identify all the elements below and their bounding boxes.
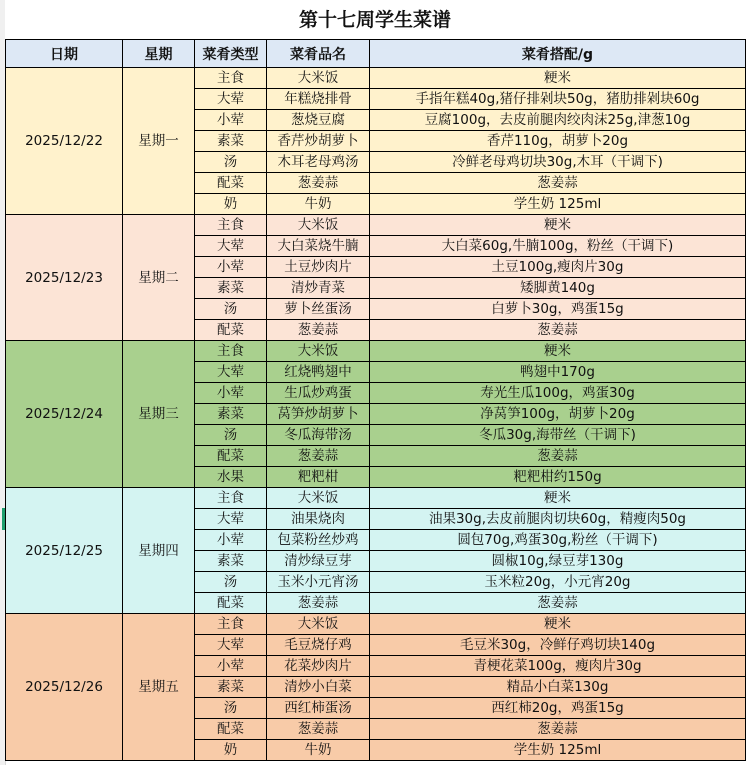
ingredients-cell[interactable]: 圆椒10g,绿豆芽130g	[370, 551, 746, 572]
ingredients-cell[interactable]: 矮脚黄140g	[370, 278, 746, 299]
dish-name-cell[interactable]: 葱姜蒜	[267, 719, 370, 740]
ingredients-cell[interactable]: 学生奶 125ml	[370, 740, 746, 761]
ingredients-cell[interactable]: 西红柿20g，鸡蛋15g	[370, 698, 746, 719]
dish-name-cell[interactable]: 红烧鸭翅中	[267, 362, 370, 383]
dish-type-cell[interactable]: 配菜	[195, 446, 267, 467]
ingredients-cell[interactable]: 毛豆米30g，冷鲜仔鸡切块140g	[370, 635, 746, 656]
dish-type-cell[interactable]: 主食	[195, 68, 267, 89]
dish-type-cell[interactable]: 素菜	[195, 404, 267, 425]
dish-type-cell[interactable]: 配菜	[195, 719, 267, 740]
table-row	[6, 488, 746, 509]
ingredients-cell[interactable]: 土豆100g,瘦肉片30g	[370, 257, 746, 278]
dish-name-cell[interactable]: 大米饭	[267, 488, 370, 509]
dish-type-cell[interactable]: 主食	[195, 614, 267, 635]
dish-name-cell[interactable]: 花菜炒肉片	[267, 656, 370, 677]
dish-name-cell[interactable]: 土豆炒肉片	[267, 257, 370, 278]
dish-type-cell[interactable]: 配菜	[195, 320, 267, 341]
ingredients-cell[interactable]: 葱姜蒜	[370, 173, 746, 194]
ingredients-cell[interactable]: 青梗花菜100g，瘦肉片30g	[370, 656, 746, 677]
dish-type-cell[interactable]: 配菜	[195, 593, 267, 614]
dish-name-cell[interactable]: 毛豆烧仔鸡	[267, 635, 370, 656]
weekly-menu-table	[5, 39, 746, 761]
dish-name-cell[interactable]: 清炒小白菜	[267, 677, 370, 698]
ingredients-cell[interactable]: 豆腐100g，去皮前腿肉绞肉沫25g,津葱10g	[370, 110, 746, 131]
dish-type-cell[interactable]: 汤	[195, 152, 267, 173]
dish-name-cell[interactable]: 萝卜丝蛋汤	[267, 299, 370, 320]
dish-type-cell[interactable]: 素菜	[195, 677, 267, 698]
dish-type-cell[interactable]: 奶	[195, 194, 267, 215]
page-title: 第十七周学生菜谱	[5, 0, 745, 39]
dish-name-cell[interactable]: 大米饭	[267, 614, 370, 635]
dish-type-cell[interactable]: 汤	[195, 572, 267, 593]
dish-name-cell[interactable]: 玉米小元宵汤	[267, 572, 370, 593]
dish-type-cell[interactable]: 配菜	[195, 173, 267, 194]
ingredients-cell[interactable]: 精品小白菜130g	[370, 677, 746, 698]
dish-name-cell[interactable]: 包菜粉丝炒鸡	[267, 530, 370, 551]
dish-name-cell[interactable]: 西红柿蛋汤	[267, 698, 370, 719]
dish-type-cell[interactable]: 大荤	[195, 236, 267, 257]
dish-name-cell[interactable]: 大米饭	[267, 215, 370, 236]
table-row	[6, 215, 746, 236]
ingredients-cell[interactable]: 鸭翅中170g	[370, 362, 746, 383]
ingredients-cell[interactable]: 葱姜蒜	[370, 719, 746, 740]
table-row	[6, 68, 746, 89]
ingredients-cell[interactable]: 学生奶 125ml	[370, 194, 746, 215]
ingredients-cell[interactable]: 粳米	[370, 341, 746, 362]
ingredients-cell[interactable]: 粳米	[370, 215, 746, 236]
column-header-dish-type[interactable]: 菜肴类型	[195, 40, 267, 68]
dish-type-cell[interactable]: 大荤	[195, 89, 267, 110]
date-cell[interactable]: 2025/12/24	[6, 341, 123, 488]
dish-type-cell[interactable]: 主食	[195, 341, 267, 362]
dish-name-cell[interactable]: 年糕烧排骨	[267, 89, 370, 110]
weekday-cell[interactable]: 星期五	[123, 614, 195, 761]
dish-name-cell[interactable]: 牛奶	[267, 740, 370, 761]
dish-type-cell[interactable]: 大荤	[195, 509, 267, 530]
dish-type-cell[interactable]: 素菜	[195, 278, 267, 299]
dish-type-cell[interactable]: 素菜	[195, 131, 267, 152]
dish-name-cell[interactable]: 油果烧肉	[267, 509, 370, 530]
weekday-cell[interactable]: 星期四	[123, 488, 195, 614]
column-header-ingredients[interactable]: 菜肴搭配/g	[370, 40, 746, 68]
dish-type-cell[interactable]: 汤	[195, 425, 267, 446]
ingredients-cell[interactable]: 香芹110g，胡萝卜20g	[370, 131, 746, 152]
ingredients-cell[interactable]: 葱姜蒜	[370, 446, 746, 467]
ingredients-cell[interactable]: 葱姜蒜	[370, 593, 746, 614]
dish-name-cell[interactable]: 葱烧豆腐	[267, 110, 370, 131]
dish-name-cell[interactable]: 香芹炒胡萝卜	[267, 131, 370, 152]
table-row	[6, 341, 746, 362]
dish-name-cell[interactable]: 清炒绿豆芽	[267, 551, 370, 572]
ingredients-cell[interactable]: 白萝卜30g，鸡蛋15g	[370, 299, 746, 320]
dish-name-cell[interactable]: 葱姜蒜	[267, 320, 370, 341]
ingredients-cell[interactable]: 冬瓜30g,海带丝（干调下)	[370, 425, 746, 446]
ingredients-cell[interactable]: 粳米	[370, 488, 746, 509]
dish-name-cell[interactable]: 清炒青菜	[267, 278, 370, 299]
dish-type-cell[interactable]: 小荤	[195, 383, 267, 404]
weekday-cell[interactable]: 星期二	[123, 215, 195, 341]
column-header-dish-name[interactable]: 菜肴品名	[267, 40, 370, 68]
weekday-cell[interactable]: 星期三	[123, 341, 195, 488]
dish-name-cell[interactable]: 大米饭	[267, 68, 370, 89]
dish-name-cell[interactable]: 冬瓜海带汤	[267, 425, 370, 446]
dish-type-cell[interactable]: 小荤	[195, 110, 267, 131]
header-row	[6, 40, 746, 68]
dish-type-cell[interactable]: 小荤	[195, 656, 267, 677]
dish-type-cell[interactable]: 主食	[195, 488, 267, 509]
ingredients-cell[interactable]: 葱姜蒜	[370, 320, 746, 341]
dish-type-cell[interactable]: 水果	[195, 467, 267, 488]
date-cell[interactable]: 2025/12/23	[6, 215, 123, 341]
dish-type-cell[interactable]: 主食	[195, 215, 267, 236]
ingredients-cell[interactable]: 净莴笋100g，胡萝卜20g	[370, 404, 746, 425]
dish-name-cell[interactable]: 莴笋炒胡萝卜	[267, 404, 370, 425]
dish-type-cell[interactable]: 小荤	[195, 257, 267, 278]
ingredients-cell[interactable]: 粳米	[370, 68, 746, 89]
dish-type-cell[interactable]: 奶	[195, 740, 267, 761]
table-row	[6, 614, 746, 635]
ingredients-cell[interactable]: 玉米粒20g，小元宵20g	[370, 572, 746, 593]
dish-name-cell[interactable]: 粑粑柑	[267, 467, 370, 488]
ingredients-cell[interactable]: 油果30g,去皮前腿肉切块60g，精瘦肉50g	[370, 509, 746, 530]
dish-name-cell[interactable]: 大白菜烧牛腩	[267, 236, 370, 257]
date-cell[interactable]: 2025/12/26	[6, 614, 123, 761]
dish-type-cell[interactable]: 小荤	[195, 530, 267, 551]
column-header-weekday[interactable]: 星期	[123, 40, 195, 68]
menu-body	[6, 68, 746, 761]
dish-name-cell[interactable]: 生瓜炒鸡蛋	[267, 383, 370, 404]
ingredients-cell[interactable]: 粑粑柑约150g	[370, 467, 746, 488]
column-header-date[interactable]: 日期	[6, 40, 123, 68]
dish-name-cell[interactable]: 木耳老母鸡汤	[267, 152, 370, 173]
dish-name-cell[interactable]: 葱姜蒜	[267, 173, 370, 194]
dish-type-cell[interactable]: 汤	[195, 698, 267, 719]
dish-name-cell[interactable]: 葱姜蒜	[267, 593, 370, 614]
date-cell[interactable]: 2025/12/22	[6, 68, 123, 215]
dish-name-cell[interactable]: 牛奶	[267, 194, 370, 215]
dish-name-cell[interactable]: 大米饭	[267, 341, 370, 362]
ingredients-cell[interactable]: 粳米	[370, 614, 746, 635]
weekday-cell[interactable]: 星期一	[123, 68, 195, 215]
date-cell[interactable]: 2025/12/25	[6, 488, 123, 614]
dish-name-cell[interactable]: 葱姜蒜	[267, 446, 370, 467]
ingredients-cell[interactable]: 寿光生瓜100g，鸡蛋30g	[370, 383, 746, 404]
dish-type-cell[interactable]: 素菜	[195, 551, 267, 572]
dish-type-cell[interactable]: 汤	[195, 299, 267, 320]
ingredients-cell[interactable]: 圆包70g,鸡蛋30g,粉丝（干调下)	[370, 530, 746, 551]
dish-type-cell[interactable]: 大荤	[195, 635, 267, 656]
dish-type-cell[interactable]: 大荤	[195, 362, 267, 383]
ingredients-cell[interactable]: 冷鲜老母鸡切块30g,木耳（干调下)	[370, 152, 746, 173]
ingredients-cell[interactable]: 大白菜60g,牛腩100g，粉丝（干调下)	[370, 236, 746, 257]
ingredients-cell[interactable]: 手指年糕40g,猪仔排剁块50g，猪肋排剁块60g	[370, 89, 746, 110]
